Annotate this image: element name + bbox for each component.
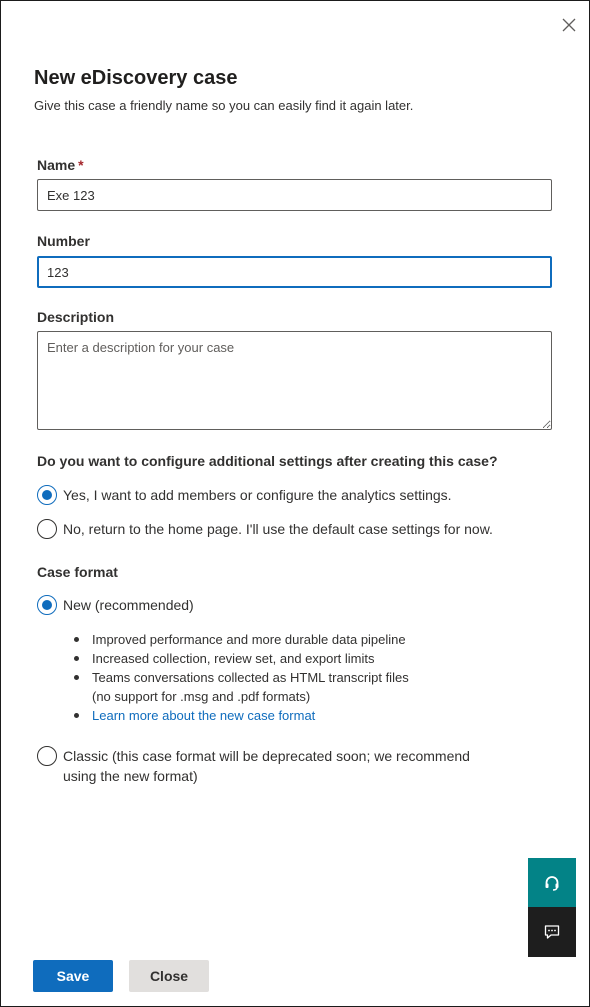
name-label-text: Name — [37, 157, 76, 173]
radio-label: No, return to the home page. I'll use the default case settings for now. — [63, 521, 493, 537]
name-label — [37, 157, 84, 173]
number-input[interactable] — [37, 256, 552, 288]
panel-title: New eDiscovery case — [34, 67, 238, 89]
help-button[interactable] — [528, 858, 576, 908]
radio-button-checked[interactable] — [37, 485, 57, 505]
list-item: Teams conversations collected as HTML transcript files (no support for .msg and .pdf formats) — [73, 668, 423, 706]
required-mark: * — [78, 157, 84, 173]
name-input[interactable] — [37, 179, 552, 211]
radio-label: Yes, I want to add members or configure the analytics settings. — [63, 487, 452, 503]
chat-feedback-icon — [543, 923, 561, 941]
save-button[interactable]: Save — [33, 960, 113, 992]
radio-button[interactable] — [37, 519, 57, 539]
description-label: Description — [37, 309, 115, 325]
description-input[interactable] — [37, 331, 552, 430]
radio-classic-format[interactable] — [37, 746, 477, 786]
close-icon[interactable] — [559, 15, 579, 35]
list-item: Increased collection, review set, and export limits — [73, 649, 473, 668]
learn-more-link[interactable]: Learn more about the new case format — [92, 708, 316, 723]
headset-icon — [543, 874, 561, 892]
radio-button-checked[interactable] — [37, 595, 57, 615]
radio-label: New (recommended) — [63, 597, 194, 613]
settings-question: Do you want to configure additional settings after creating this case? — [37, 453, 498, 469]
radio-label: Classic (this case format will be deprecated soon; we recommend using the new format) — [63, 748, 470, 784]
feedback-button[interactable] — [528, 907, 576, 957]
radio-return-home[interactable] — [37, 519, 493, 539]
radio-configure-settings[interactable] — [37, 485, 452, 505]
list-item — [73, 706, 473, 725]
case-format-label: Case format — [37, 564, 118, 580]
panel-subtitle: Give this case a friendly name so you can easily find it again later. — [34, 98, 414, 113]
radio-button[interactable] — [37, 746, 57, 766]
close-button[interactable]: Close — [129, 960, 209, 992]
number-label: Number — [37, 233, 90, 249]
new-format-benefits — [73, 630, 473, 725]
list-item: Improved performance and more durable data pipeline — [73, 630, 473, 649]
radio-new-format[interactable] — [37, 595, 194, 615]
